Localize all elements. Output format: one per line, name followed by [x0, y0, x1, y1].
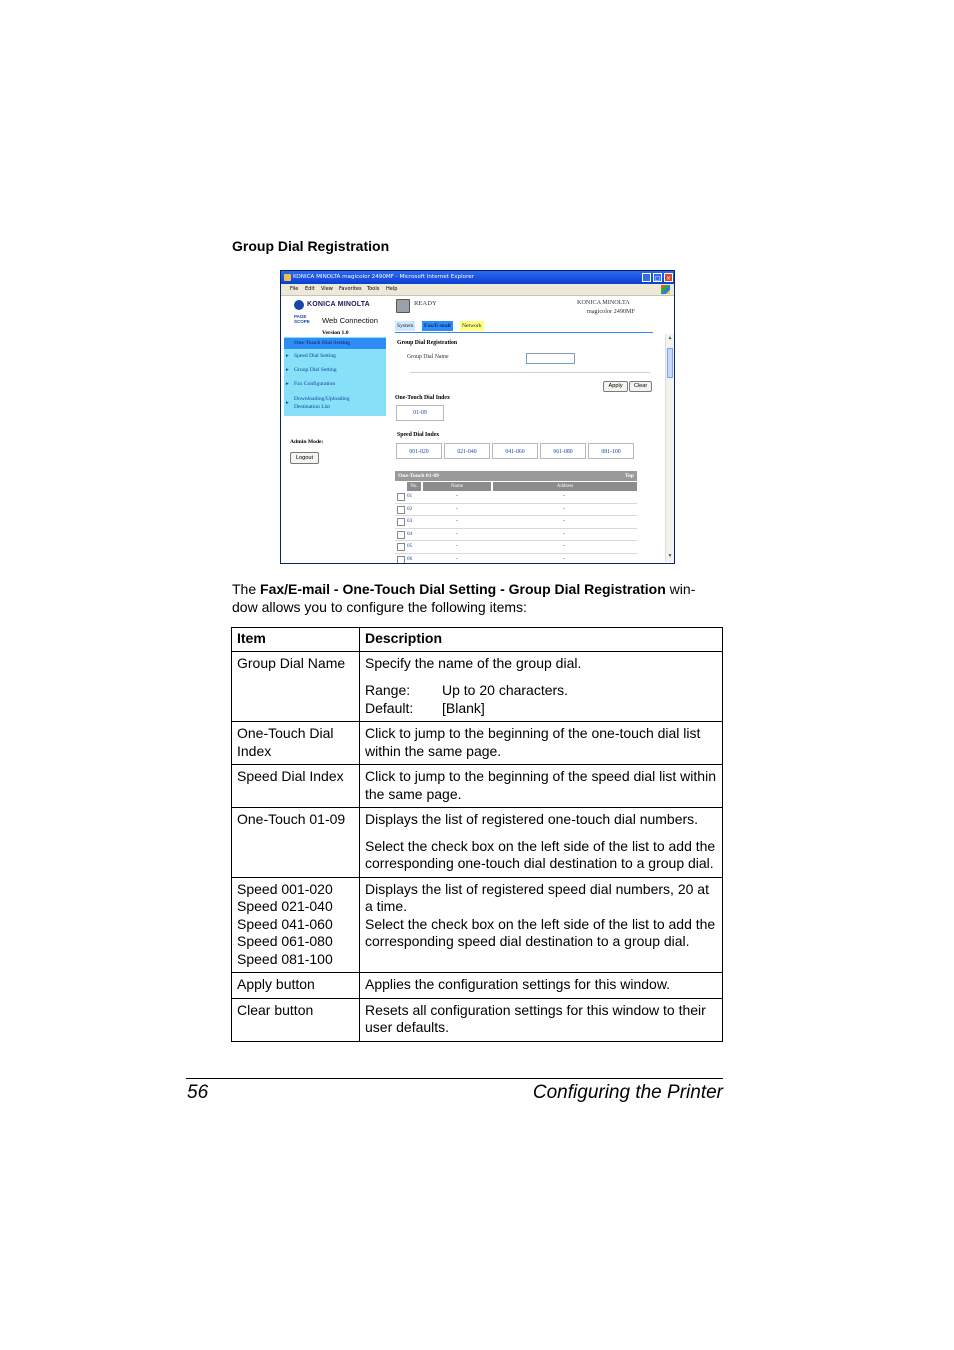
row-address: - — [563, 505, 565, 512]
nav-group-dial-setting[interactable] — [284, 367, 386, 373]
row-no: 06 — [407, 555, 413, 562]
intro-path: Fax/E-mail - One-Touch Dial Setting - Group Dial Registration — [260, 581, 666, 597]
close-icon[interactable]: × — [665, 275, 672, 282]
description-cell — [360, 877, 723, 973]
printer-status: READY — [414, 300, 437, 307]
tab-fax-email[interactable]: Fax/E-mail — [424, 323, 451, 329]
menu-view[interactable]: View — [321, 286, 333, 292]
admin-mode-label: Admin Mode: — [290, 439, 324, 445]
logout-button[interactable]: Logout — [290, 452, 319, 464]
row-checkbox[interactable] — [397, 518, 405, 526]
item-line: Speed 001-020 — [237, 880, 333, 897]
nav-one-touch-dial-setting[interactable] — [284, 338, 386, 349]
row-no: 04 — [407, 530, 413, 537]
footer-rule — [186, 1078, 723, 1079]
row-name: - — [456, 493, 458, 499]
header-item: Item — [232, 628, 360, 652]
nav-fax-configuration[interactable] — [284, 381, 386, 387]
menu-help[interactable]: Help — [386, 286, 398, 292]
list-row — [395, 516, 637, 529]
header-description: Description — [360, 628, 723, 652]
speed-index-link-001-020[interactable]: 001-020 — [396, 443, 442, 459]
maximize-icon[interactable]: □ — [654, 275, 661, 282]
tab-system[interactable]: System — [397, 323, 414, 329]
row-no: 03 — [407, 518, 413, 524]
nav-label: Speed Dial Setting — [294, 353, 336, 359]
scroll-down-icon[interactable]: ▼ — [667, 553, 673, 559]
menu-bar — [281, 284, 674, 296]
speed-index-link-041-060[interactable]: 041-060 — [492, 443, 538, 459]
range-value: Up to 20 characters. — [442, 682, 569, 698]
speed-index-link-021-040[interactable]: 021-040 — [444, 443, 490, 459]
apply-button[interactable]: Apply — [603, 381, 628, 392]
row-address: - — [563, 543, 565, 549]
intro-paragraph — [232, 580, 722, 616]
column-address: Address — [493, 482, 637, 491]
nav-download-upload-destination-list[interactable] — [284, 395, 386, 411]
printer-icon — [396, 299, 410, 313]
row-address: - — [563, 555, 565, 562]
item-line: Speed 061-080 — [237, 933, 333, 949]
row-name: - — [456, 555, 458, 562]
arrow-right-icon: ▸ — [286, 400, 289, 406]
item-cell: Clear button — [232, 998, 360, 1041]
list-row — [395, 504, 637, 517]
menu-favorites[interactable]: Favorites — [339, 286, 362, 292]
menu-file[interactable]: File — [290, 286, 299, 292]
description-cell: Applies the configuration settings for this window. — [360, 973, 723, 999]
description-text: Select the check box on the left side of the list to add the corresponding speed dial destination to a group dial. — [365, 915, 716, 949]
nav-label: Destination List — [294, 404, 330, 410]
konica-minolta-logo-icon — [294, 300, 304, 310]
items-table — [231, 627, 723, 1042]
item-cell: Speed Dial Index — [232, 765, 360, 808]
item-line: Speed 021-040 — [237, 898, 333, 914]
table-row — [232, 877, 723, 973]
item-cell: One-Touch 01-09 — [232, 808, 360, 878]
running-title: Configuring the Printer — [532, 1082, 723, 1103]
row-checkbox[interactable] — [397, 493, 405, 501]
speed-index-link-061-080[interactable]: 061-080 — [540, 443, 586, 459]
side-navigation — [284, 337, 386, 416]
list-row — [395, 491, 637, 504]
vertical-scrollbar[interactable] — [665, 334, 674, 562]
model-name: magicolor 2490MF — [587, 308, 635, 315]
table-row — [232, 808, 723, 878]
list-row — [395, 541, 637, 554]
pagescope-logo: PAGE SCOPE — [294, 314, 310, 324]
clear-button[interactable]: Clear — [629, 381, 652, 392]
row-address: - — [563, 530, 565, 537]
one-touch-list — [395, 471, 637, 564]
row-address: - — [563, 518, 565, 524]
description-cell: Click to jump to the beginning of the one-touch dial list within the same page. — [360, 722, 723, 765]
table-row — [232, 765, 723, 808]
item-cell: One-Touch Dial Index — [232, 722, 360, 765]
description-text: Displays the list of registered one-touch dial numbers. — [365, 811, 699, 827]
section-heading: Group Dial Registration — [232, 238, 390, 254]
nav-speed-dial-setting[interactable] — [284, 353, 386, 359]
form-heading: Group Dial Registration — [397, 340, 458, 346]
browser-screenshot — [280, 270, 675, 564]
one-touch-index-link[interactable]: 01-09 — [396, 405, 444, 421]
row-name: - — [456, 518, 458, 524]
menu-edit[interactable]: Edit — [305, 286, 315, 292]
brand-name: KONICA MINOLTA — [577, 299, 630, 306]
table-row — [232, 722, 723, 765]
window-title: KONICA MINOLTA magicolor 2490MF - Microsoft Internet Explorer — [293, 274, 475, 280]
table-row — [232, 973, 723, 999]
table-row — [232, 651, 723, 722]
row-no: 02 — [407, 505, 413, 512]
web-connection-label: Web Connection — [322, 316, 379, 325]
tab-underline — [395, 332, 653, 333]
list-columns — [395, 482, 637, 491]
row-checkbox[interactable] — [397, 531, 405, 539]
ie-app-icon — [284, 274, 291, 281]
description-cell: Resets all configuration settings for this window to their user defaults. — [360, 998, 723, 1041]
column-no: No. — [407, 482, 421, 491]
description-cell: Click to jump to the beginning of the speed dial list within the same page. — [360, 765, 723, 808]
group-dial-name-label: Group Dial Name — [407, 354, 449, 360]
arrow-right-icon: ▸ — [286, 367, 289, 373]
arrow-right-icon: ▸ — [286, 353, 289, 359]
intro-text: win- — [665, 581, 696, 597]
default-value: [Blank] — [442, 699, 485, 716]
row-no: 01 — [407, 493, 413, 499]
nav-label: Downloading/Uploading — [294, 396, 350, 402]
description-text: Displays the list of registered speed dial numbers, 20 at a time. — [365, 880, 709, 914]
table-row — [232, 998, 723, 1041]
window-titlebar — [281, 271, 674, 284]
list-title: One-Touch 01-09 — [398, 473, 439, 479]
row-name: - — [456, 505, 458, 512]
row-address: - — [563, 493, 565, 499]
list-row — [395, 554, 637, 565]
logo-text: KONICA MINOLTA — [307, 301, 370, 308]
description-cell — [360, 808, 723, 878]
row-name: - — [456, 543, 458, 549]
windows-logo-icon — [661, 285, 670, 294]
scroll-thumb[interactable] — [667, 348, 673, 378]
nav-label: One-Touch Dial Setting — [294, 340, 351, 346]
item-line: Speed 041-060 — [237, 915, 333, 932]
item-cell: Group Dial Name — [232, 651, 360, 722]
list-row — [395, 529, 637, 542]
tab-network[interactable]: Network — [462, 323, 482, 329]
description-text: Select the check box on the left side of the list to add the corresponding one-touch dial destination to a group dial. — [365, 837, 716, 871]
range-label: Range: — [365, 682, 411, 698]
scroll-up-icon[interactable]: ▲ — [667, 335, 673, 341]
minimize-icon[interactable]: _ — [642, 273, 651, 282]
item-cell — [232, 877, 360, 973]
row-checkbox[interactable] — [397, 543, 405, 551]
divider — [410, 372, 650, 373]
page-number: 56 — [187, 1082, 209, 1103]
version-label: Version 1.0 — [322, 330, 349, 336]
item-cell: Apply button — [232, 973, 360, 999]
item-line: Speed 081-100 — [237, 950, 333, 967]
speed-index-link-081-100[interactable]: 081-100 — [588, 443, 634, 459]
arrow-right-icon: ▸ — [286, 381, 289, 387]
column-name: Name — [423, 482, 491, 491]
default-label: Default: — [365, 699, 414, 716]
top-link[interactable]: Top — [624, 473, 634, 479]
one-touch-dial-index-label: One-Touch Dial Index — [395, 395, 450, 401]
menu-tools[interactable]: Tools — [367, 286, 380, 292]
table-header-row — [232, 628, 723, 652]
row-checkbox[interactable] — [397, 506, 405, 514]
list-header — [395, 471, 637, 481]
description-text: Specify the name of the group dial. — [365, 654, 582, 671]
description-cell — [360, 651, 723, 722]
intro-text: dow allows you to configure the following items: — [232, 599, 527, 615]
row-name: - — [456, 530, 458, 537]
intro-text: The — [232, 581, 261, 597]
group-dial-name-input[interactable] — [526, 353, 575, 364]
speed-dial-index-label: Speed Dial Index — [397, 432, 440, 438]
row-checkbox[interactable] — [397, 556, 405, 564]
range-line — [365, 682, 717, 700]
row-no: 05 — [407, 543, 413, 549]
default-line — [365, 700, 717, 718]
nav-label: Fax Configuration — [294, 381, 336, 387]
nav-label: Group Dial Setting — [294, 367, 337, 373]
